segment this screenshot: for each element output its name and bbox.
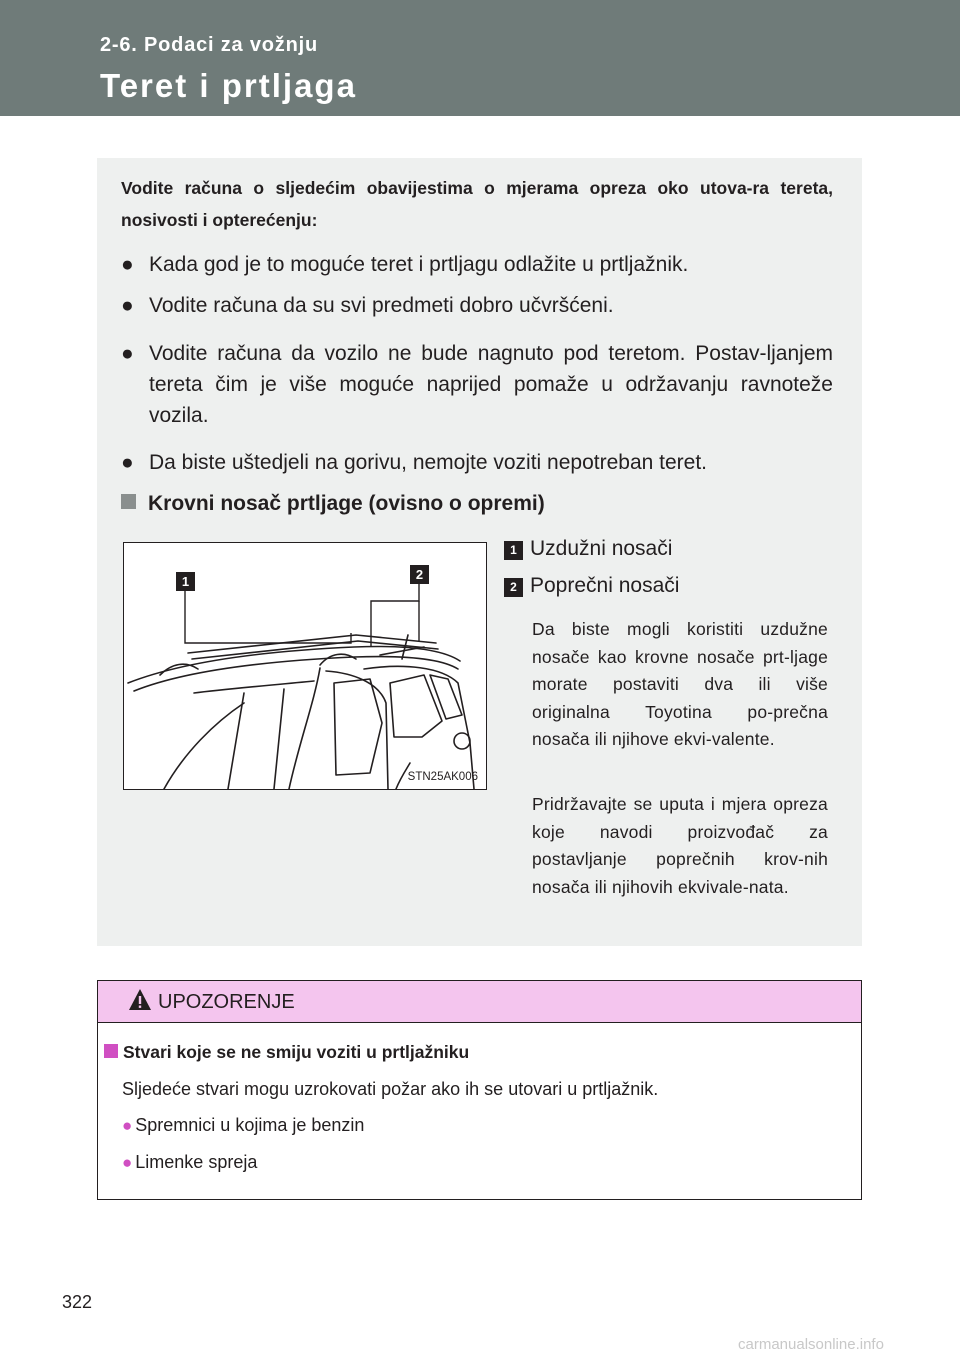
square-bullet-icon [104,1044,118,1058]
bullet-text: Vodite računa da vozilo ne bude nagnuto pod teretom. Postav-ljanjem tereta čim je više moguće naprijed pomaže u održavanju ravnoteže vozila. [149,342,833,427]
watermark: carmanualsonline.info [738,1336,884,1353]
bullet-dot-icon: ● [122,1116,133,1135]
legend-item [504,534,672,564]
roof-rack-figure [123,542,487,790]
bullet-dot-icon: ● [121,294,134,317]
legend-number-badge: 1 [504,541,523,560]
bullet-item [121,249,833,280]
bullet-text: Da biste uštedjeli na gorivu, nemojte voziti nepotreban teret. [149,451,707,474]
page-number: 322 [62,1292,93,1312]
bullet-item [121,290,833,321]
bullet-text: Kada god je to moguće teret i prtljagu odlažite u prtljažnik. [149,253,689,276]
legend-number-badge: 2 [504,578,523,597]
figure-code: STN25AK006 [407,771,478,783]
bullet-item [121,447,833,478]
warning-subtitle: Stvari koje se ne smiju voziti u prtljažniku [104,1042,469,1063]
intro-text: Vodite računa o sljedećim obavijestima o mjerama opreza oko utova-ra tereta, nosivosti i opterećenju: [121,178,833,230]
bullet-dot-icon: ● [121,253,134,276]
callout-2-label: 2 [415,567,424,582]
warning-list-item: ● Spremnici u kojima je benzin [122,1115,365,1135]
bullet-dot-icon: ● [122,1153,133,1172]
bullet-item [121,338,833,431]
legend-item [504,571,679,601]
legend-label: Uzdužni nosači [530,537,673,560]
subsection-title: Krovni nosač prtljage (ovisno o opremi) [121,492,545,516]
warning-box [97,980,862,1200]
info-box [97,158,862,946]
legend-label: Poprečni nosači [530,574,680,597]
page-title: Teret i prtljaga [100,67,357,104]
warning-triangle-icon [128,988,152,1011]
warning-title: UPOZORENJE [158,991,295,1013]
note-paragraph: Pridržavajte se uputa i mjera opreza koje navodi proizvođač za postavljanje poprečnih krov-nih nosača ili njihovih ekvivale-nata. [532,794,828,897]
note-paragraph: Da biste mogli koristiti uzdužne nosače kao krovne nosače prt-ljage morate postaviti dva ili više originalna Toyotina po-prečna nosača ili njihove ekvi-valente. [532,619,828,749]
warning-list-item: ● Limenke spreja [122,1152,258,1172]
page-header [0,0,960,116]
car-roof-rack-illustration [124,543,486,789]
callout-1-label: 1 [181,574,190,589]
bullet-text: Vodite računa da su svi predmeti dobro učvršćeni. [149,294,614,317]
bullet-dot-icon: ● [121,342,134,365]
section-label: 2-6. Podaci za vožnju [100,34,318,56]
warning-text: Sljedeće stvari mogu uzrokovati požar ako ih se utovari u prtljažnik. [122,1079,659,1099]
square-bullet-icon [121,494,136,509]
bullet-dot-icon: ● [121,451,134,474]
warning-header [98,981,861,1023]
